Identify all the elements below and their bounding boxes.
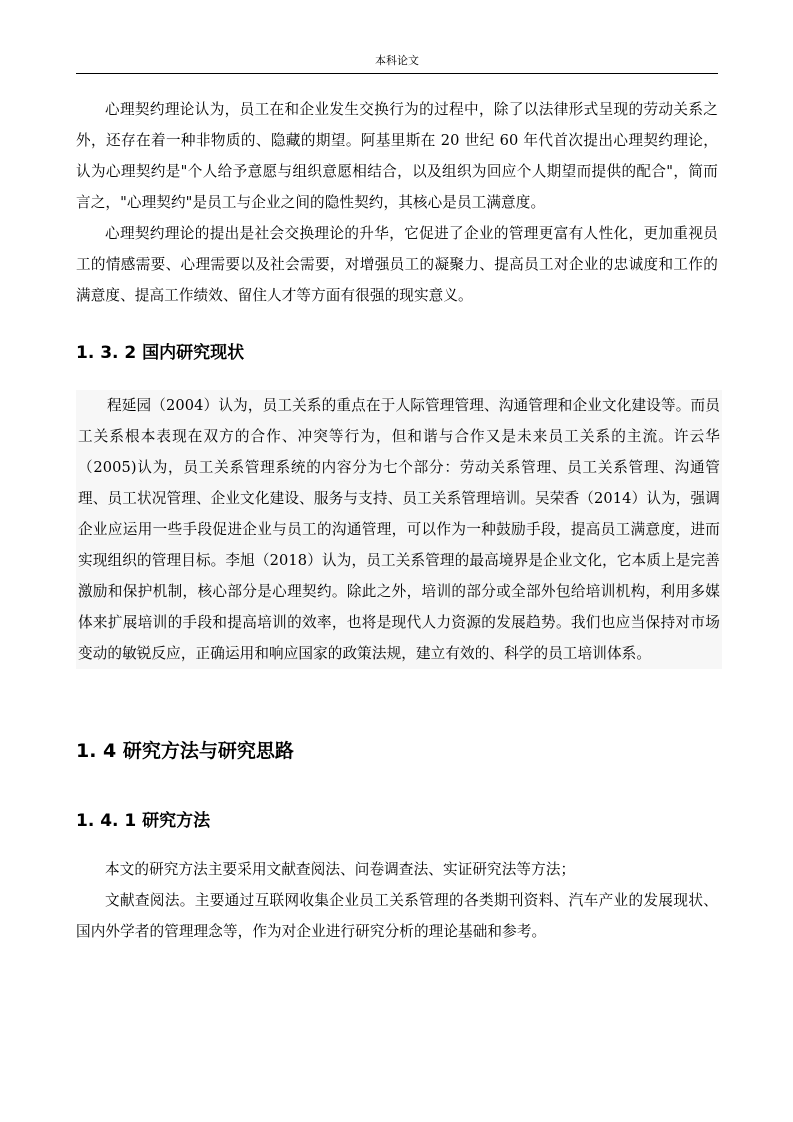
body-paragraph-literature-review: 文献查阅法。主要通过互联网收集企业员工关系管理的各类期刊资料、汽车产业的发展现状、国内外学者的管理理念等，作为对企业进行研究分析的理论基础和参考。 [76, 892, 718, 940]
page-header-title: 本科论文 [375, 54, 419, 67]
header-divider [76, 73, 718, 74]
section-heading-1-3-2: 1. 3. 2 国内研究现状 [76, 343, 245, 363]
body-paragraph-psychological-contract: 心理契约理论认为，员工在和企业发生交换行为的过程中，除了以法律形式呈现的劳动关系之外，还存在着一种非物质的、隐藏的期望。阿基里斯在 20 世纪 60 年代首次提出心理契约理论，认为心理契约是"个人给予意愿与组织意愿相结合，以及组织为回应个人期望而提供的配合"，简而言之，"心理契约"是员工与企业之间的隐性契约，其核心是员工满意度。 [76, 101, 718, 211]
body-paragraph-domestic-research: 程延园（2004）认为，员工关系的重点在于人际管理管理、沟通管理和企业文化建设等。而员工关系根本表现在双方的合作、冲突等行为，但和谐与合作又是未来员工关系的主流。许云华（2005)认为，员工关系管理系统的内容分为七个部分：劳动关系管理、员工关系管理、沟通管理、员工状况管理、企业文化建设、服务与支持、员工关系管理培训。吴荣香（2014）认为，强调企业应运用一些手段促进企业与员工的沟通管理，可以作为一种鼓励手段，提高员工满意度，进而实现组织的管理目标。李旭（2018）认为，员工关系管理的最高境界是企业文化，它本质上是完善激励和保护机制，核心部分是心理契约。除此之外，培训的部分或全部外包给培训机构，利用多媒体来扩展培训的手段和提高培训的效率，也将是现代人力资源的发展趋势。我们也应当保持对市场变动的敏锐反应，正确运用和响应国家的政策法规，建立有效的、科学的员工培训体系。 [76, 390, 722, 669]
body-paragraph-research-methods: 本文的研究方法主要采用文献查阅法、问卷调查法、实证研究法等方法； [105, 861, 576, 878]
section-heading-1-4: 1. 4 研究方法与研究思路 [76, 740, 294, 762]
section-heading-1-4-1: 1. 4. 1 研究方法 [76, 811, 211, 831]
body-paragraph-social-exchange: 心理契约理论的提出是社会交换理论的升华，它促进了企业的管理更富有人性化，更加重视员工的情感需要、心理需要以及社会需要，对增强员工的凝聚力、提高员工对企业的忠诚度和工作的满意度、提高工作绩效、留住人才等方面有很强的现实意义。 [76, 225, 718, 304]
